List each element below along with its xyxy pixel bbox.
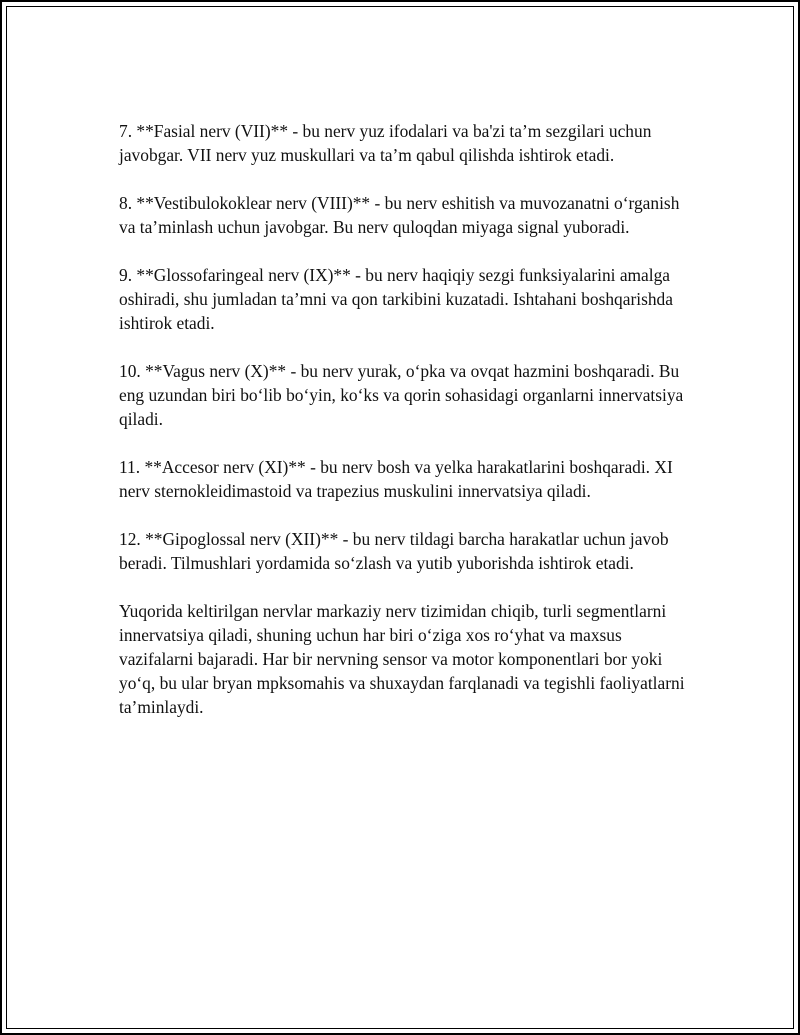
paragraph-glossopharyngeal-nerve: 9. **Glossofaringeal nerv (IX)** - bu nerv haqiqiy sezgi funksiyalarini amalga oshiradi, shu jumladan ta’mni va qon tarkibini kuzatadi. Ishtahani boshqarishda ishtirok etadi. [119,265,673,333]
paragraph-hypoglossal-nerve: 12. **Gipoglossal nerv (XII)** - bu nerv tildagi barcha harakatlar uchun javob beradi. Tilmushlari yordamida so‘zlash va yutib yuborishda ishtirok etadi. [119,529,669,573]
paragraph-vestibulocochlear-nerve: 8. **Vestibulokoklear nerv (VIII)** - bu nerv eshitish va muvozanatni o‘rganish va ta’minlash uchun javobgar. Bu nerv quloqdan miyaga signal yuboradi. [119,193,680,237]
document-body [119,119,699,743]
paragraph-summary: Yuqorida keltirilgan nervlar markaziy nerv tizimidan chiqib, turli segmentlarni innervatsiya qiladi, shuning uchun har biri o‘ziga xos ro‘yhat va maxsus vazifalarni bajaradi. Har bir nervning sensor va motor komponentlari bor yoki yo‘q, bu ular bryan mpksomahis va shuxaydan farqlanadi va tegishli faoliyatlarni ta’minlaydi. [119,601,685,717]
paragraph-facial-nerve: 7. **Fasial nerv (VII)** - bu nerv yuz ifodalari va ba'zi ta’m sezgilari uchun javobgar. VII nerv yuz muskullari va ta’m qabul qilishda ishtirok etadi. [119,121,652,165]
paragraph-vagus-nerve: 10. **Vagus nerv (X)** - bu nerv yurak, o‘pka va ovqat hazmini boshqaradi. Bu eng uzundan biri bo‘lib bo‘yin, ko‘ks va qorin sohasidagi organlarni innervatsiya qiladi. [119,361,684,429]
paragraph-accessory-nerve: 11. **Accesor nerv (XI)** - bu nerv bosh va yelka harakatlarini boshqaradi. XI nerv sternokleidimastoid va trapezius muskulini innervatsiya qiladi. [119,457,673,501]
